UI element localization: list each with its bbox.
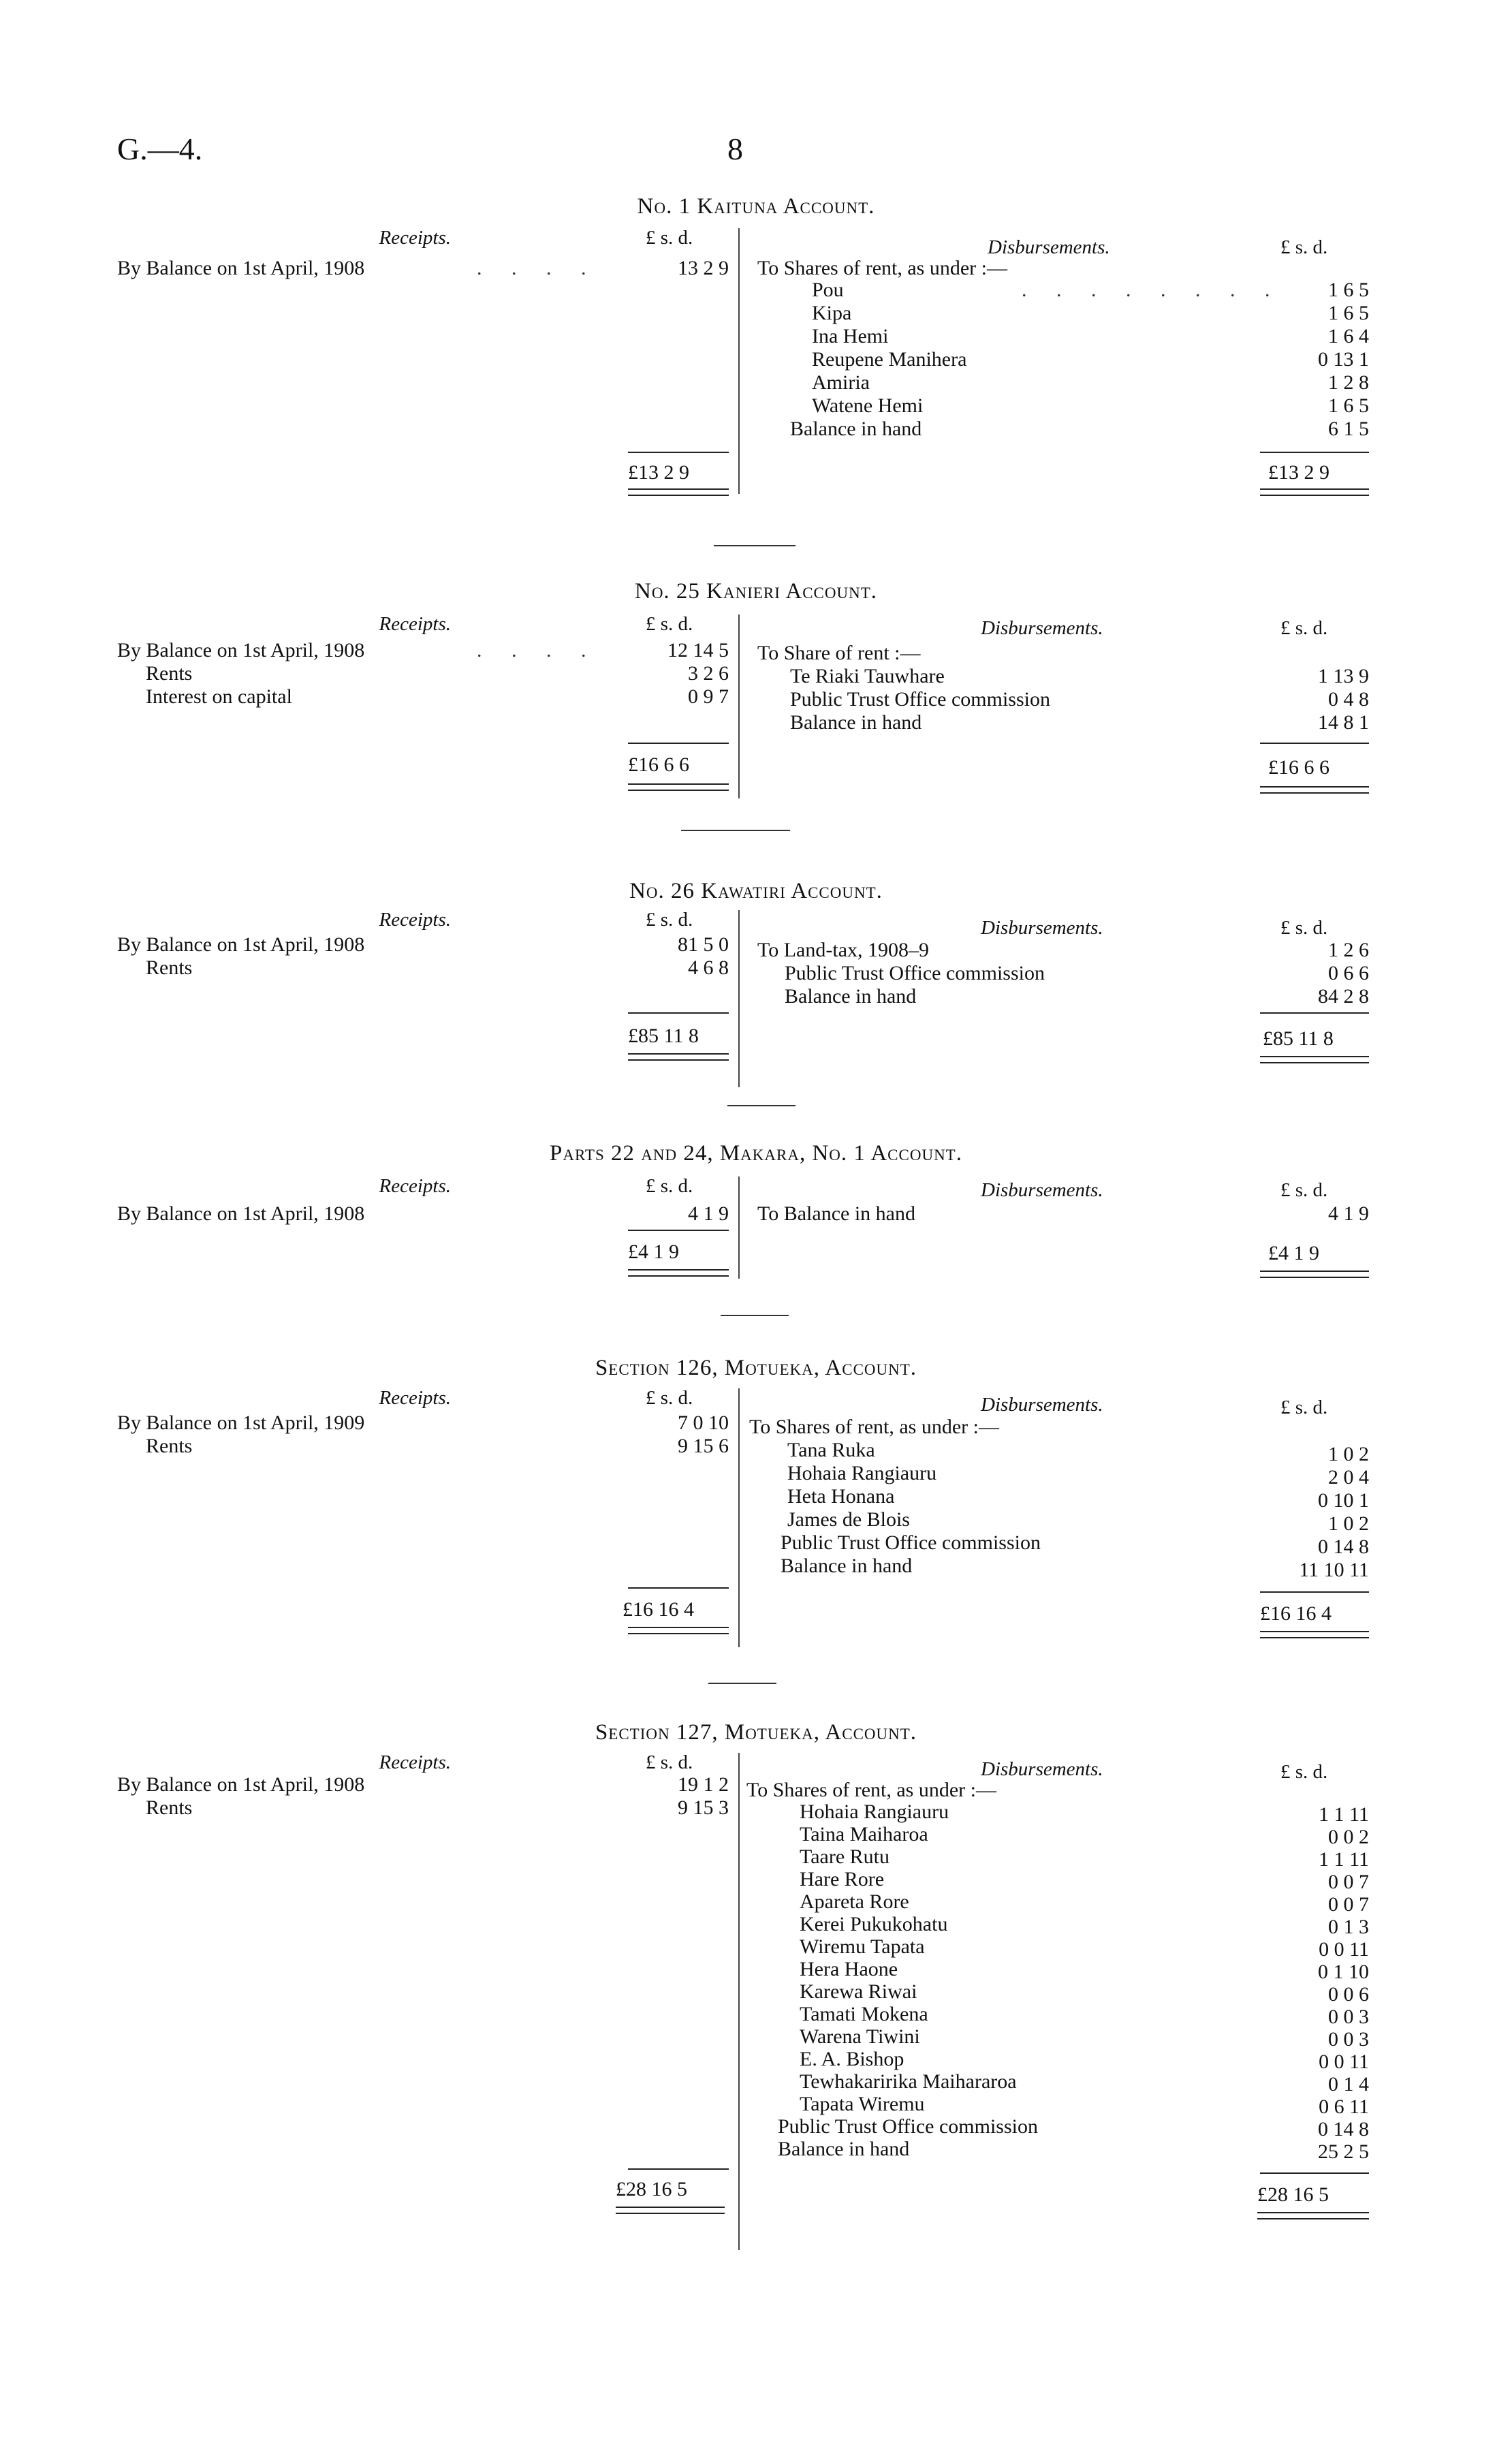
total-disbursements: £28 16 5 — [1257, 2183, 1329, 2206]
disbursement-item: Kipa — [812, 302, 852, 324]
currency-columns-left: £ s. d. — [646, 909, 693, 931]
currency-columns-right: £ s. d. — [1280, 1179, 1328, 1201]
disbursement-item: To Share of rent :— — [757, 642, 921, 664]
total-rule — [628, 783, 729, 791]
total-receipts: £13 2 9 — [628, 461, 689, 484]
disbursement-amount: 25 2 5 — [1318, 2140, 1369, 2163]
disbursements-label: Disbursements. — [981, 617, 1103, 639]
subtotal-rule — [1260, 1012, 1369, 1014]
disbursement-item: Taare Rutu — [800, 1845, 890, 1868]
disbursement-item: Balance in hand — [790, 711, 922, 734]
disbursement-item: Public Trust Office commission — [790, 688, 1050, 711]
disbursement-item: Hera Haone — [800, 1958, 898, 1980]
total-receipts: £28 16 5 — [616, 2178, 687, 2200]
disbursement-item: Warena Tiwini — [800, 2025, 920, 2048]
disbursement-amount: 14 8 1 — [1318, 711, 1369, 734]
total-receipts: £85 11 8 — [628, 1025, 699, 1047]
disbursements-label: Disbursements. — [988, 236, 1110, 258]
disbursement-item: Taina Maiharoa — [800, 1823, 928, 1845]
disbursement-amount: 0 0 7 — [1328, 1871, 1369, 1893]
total-rule — [1257, 2212, 1369, 2219]
disbursement-item: Balance in hand — [781, 1555, 913, 1577]
total-rule — [628, 1269, 729, 1277]
receipt-item: By Balance on 1st April, 1908 — [117, 639, 365, 661]
disbursement-amount: 11 10 11 — [1299, 1559, 1369, 1581]
receipts-label: Receipts. — [379, 1387, 451, 1409]
total-rule — [1260, 1271, 1369, 1278]
receipts-label: Receipts. — [379, 1175, 451, 1197]
receipt-amount: 81 5 0 — [678, 933, 729, 956]
account-title: No. 25 Kanieri Account. — [634, 579, 878, 604]
disbursement-item: Watene Hemi — [812, 394, 924, 417]
total-rule — [1260, 1631, 1369, 1638]
document-reference: G.—4. — [117, 131, 203, 166]
total-rule — [628, 488, 729, 496]
total-rule — [616, 2207, 725, 2214]
disbursement-amount: 0 0 2 — [1328, 1826, 1369, 1848]
section-separator — [727, 1105, 796, 1106]
currency-columns-left: £ s. d. — [646, 1387, 693, 1409]
disbursement-item: To Shares of rent, as under :— — [746, 1779, 996, 1801]
disbursement-amount: 0 6 11 — [1319, 2095, 1369, 2118]
account-kanieri — [0, 579, 1512, 804]
receipt-amount: 19 1 2 — [678, 1773, 729, 1796]
disbursement-amount: 1 13 9 — [1318, 665, 1369, 687]
disbursement-amount: 0 1 3 — [1328, 1916, 1369, 1938]
disbursement-amount: 2 0 4 — [1328, 1466, 1369, 1489]
column-divider — [738, 1753, 740, 2250]
disbursement-item: Balance in hand — [785, 985, 917, 1008]
receipts-label: Receipts. — [379, 909, 451, 931]
section-separator — [714, 545, 796, 546]
receipt-amount: 4 6 8 — [688, 956, 729, 979]
receipt-amount: 3 2 6 — [688, 662, 729, 685]
total-receipts: £16 16 4 — [623, 1598, 694, 1621]
disbursements-label: Disbursements. — [981, 1394, 1103, 1416]
disbursement-item: Tana Ruka — [787, 1439, 875, 1461]
disbursement-item: James de Blois — [787, 1508, 910, 1531]
disbursement-item: Ina Hemi — [812, 325, 889, 347]
section-separator — [681, 830, 790, 831]
disbursement-item: Public Trust Office commission — [778, 2115, 1038, 2138]
receipt-amount: 9 15 6 — [678, 1435, 729, 1457]
disbursement-item: Hare Rore — [800, 1868, 885, 1890]
disbursement-amount: 1 2 8 — [1328, 371, 1369, 394]
receipt-item: Interest on capital — [146, 685, 292, 708]
disbursement-item: Te Riaki Tauwhare — [790, 665, 945, 687]
account-title: Parts 22 and 24, Makara, No. 1 Account. — [550, 1141, 962, 1166]
disbursements-label: Disbursements. — [981, 1758, 1103, 1780]
disbursement-amount: 1 1 11 — [1319, 1803, 1369, 1826]
subtotal-rule — [1260, 2172, 1369, 2174]
receipt-item: Rents — [146, 1796, 193, 1819]
disbursement-item: Hohaia Rangiauru — [787, 1462, 937, 1484]
disbursement-amount: 1 1 11 — [1319, 1848, 1369, 1871]
disbursement-amount: 6 1 5 — [1328, 418, 1369, 440]
disbursement-item: To Shares of rent, as under :— — [749, 1416, 999, 1438]
subtotal-rule — [628, 1230, 729, 1231]
disbursement-amount: 1 0 2 — [1328, 1443, 1369, 1465]
disbursement-item: Public Trust Office commission — [781, 1531, 1041, 1554]
disbursement-amount: 1 6 4 — [1328, 325, 1369, 347]
subtotal-rule — [628, 1012, 729, 1014]
total-rule — [628, 1627, 729, 1634]
receipt-amount: 12 14 5 — [667, 639, 729, 661]
total-disbursements: £13 2 9 — [1268, 461, 1329, 484]
total-disbursements: £85 11 8 — [1263, 1027, 1334, 1050]
total-disbursements: £16 6 6 — [1268, 756, 1329, 779]
receipt-amount: 7 0 10 — [678, 1412, 729, 1434]
subtotal-rule — [628, 452, 729, 453]
disbursement-amount: 0 0 11 — [1319, 2051, 1369, 2073]
disbursement-amount: 0 14 8 — [1318, 2118, 1369, 2140]
disbursement-amount: 1 6 5 — [1328, 279, 1369, 301]
subtotal-rule — [628, 743, 729, 744]
disbursement-amount: 84 2 8 — [1318, 985, 1369, 1008]
leader-dots: . . . . — [477, 257, 599, 279]
disbursement-amount: 0 4 8 — [1328, 688, 1369, 711]
disbursement-item: E. A. Bishop — [800, 2048, 904, 2070]
receipt-item: By Balance on 1st April, 1908 — [117, 1202, 365, 1225]
disbursement-item: Wiremu Tapata — [800, 1935, 925, 1958]
receipt-amount: 0 9 7 — [688, 685, 729, 708]
total-disbursements: £4 1 9 — [1268, 1242, 1319, 1264]
subtotal-rule — [1260, 1591, 1369, 1593]
disbursement-item: Balance in hand — [778, 2138, 910, 2160]
section-separator — [721, 1315, 789, 1316]
total-rule — [1260, 1056, 1369, 1063]
disbursement-item: To Balance in hand — [757, 1202, 915, 1225]
subtotal-rule — [628, 1587, 729, 1589]
disbursement-amount: 1 0 2 — [1328, 1512, 1369, 1535]
disbursement-item: Karewa Riwai — [800, 1980, 917, 2003]
receipt-item: Rents — [146, 956, 193, 979]
column-divider — [738, 1388, 740, 1647]
disbursement-amount: 0 6 6 — [1328, 962, 1369, 984]
disbursement-amount: 0 10 1 — [1318, 1489, 1369, 1512]
receipt-item: By Balance on 1st April, 1908 — [117, 257, 365, 279]
receipt-amount: 9 15 3 — [678, 1796, 729, 1819]
account-section-126-motueka — [0, 1356, 1512, 1649]
account-title: Section 126, Motueka, Account. — [595, 1356, 917, 1380]
disbursement-amount: 0 13 1 — [1318, 348, 1369, 371]
receipt-amount: 4 1 9 — [688, 1202, 729, 1225]
currency-columns-left: £ s. d. — [646, 613, 693, 635]
receipts-label: Receipts. — [379, 613, 451, 635]
currency-columns-right: £ s. d. — [1280, 1397, 1328, 1418]
receipts-label: Receipts. — [379, 1751, 451, 1773]
account-makara — [0, 1141, 1512, 1298]
total-rule — [628, 1053, 729, 1061]
account-kaituna — [0, 194, 1512, 494]
column-divider — [738, 910, 740, 1087]
disbursement-amount: 1 6 5 — [1328, 302, 1369, 324]
total-rule — [1260, 488, 1369, 496]
disbursement-item: Public Trust Office commission — [785, 962, 1045, 984]
column-divider — [738, 614, 740, 798]
disbursements-label: Disbursements. — [981, 917, 1103, 939]
leader-dots: . . . . . . . . — [1022, 279, 1282, 301]
disbursement-item: Hohaia Rangiauru — [800, 1801, 949, 1823]
total-receipts: £16 6 6 — [628, 753, 689, 776]
disbursement-amount: 0 0 6 — [1328, 1983, 1369, 2006]
column-divider — [738, 228, 740, 494]
disbursement-amount: 0 14 8 — [1318, 1536, 1369, 1558]
disbursement-amount: 1 6 5 — [1328, 394, 1369, 417]
receipt-item: Rents — [146, 662, 193, 685]
disbursement-item: Kerei Pukukohatu — [800, 1913, 948, 1935]
receipt-item: By Balance on 1st April, 1908 — [117, 933, 365, 956]
account-title: No. 1 Kaituna Account. — [637, 194, 875, 219]
currency-columns-left: £ s. d. — [646, 1751, 693, 1773]
disbursement-item: To Land-tax, 1908–9 — [757, 939, 930, 961]
account-title: No. 26 Kawatiri Account. — [629, 879, 883, 903]
currency-columns-right: £ s. d. — [1280, 236, 1328, 258]
total-disbursements: £16 16 4 — [1260, 1602, 1332, 1625]
receipt-amount: 13 2 9 — [678, 257, 729, 279]
subtotal-rule — [628, 2168, 729, 2170]
currency-columns-left: £ s. d. — [646, 227, 693, 249]
disbursement-item: Balance in hand — [790, 418, 922, 440]
disbursement-item: Tewhakaririka Maihararoa — [800, 2070, 1017, 2093]
disbursements-label: Disbursements. — [981, 1179, 1103, 1201]
disbursement-item: To Shares of rent, as under :— — [757, 257, 1007, 279]
currency-columns-right: £ s. d. — [1280, 617, 1328, 639]
column-divider — [738, 1177, 740, 1279]
account-kawatiri — [0, 879, 1512, 1083]
disbursement-item: Heta Honana — [787, 1485, 895, 1508]
disbursement-item: Reupene Manihera — [812, 348, 967, 371]
disbursement-amount: 0 1 4 — [1328, 2073, 1369, 2095]
total-rule — [1260, 786, 1369, 794]
disbursement-amount: 0 0 3 — [1328, 2006, 1369, 2028]
account-title: Section 127, Motueka, Account. — [595, 1720, 917, 1745]
page-number: 8 — [727, 131, 743, 166]
disbursement-amount: 0 0 3 — [1328, 2028, 1369, 2051]
section-separator — [708, 1683, 776, 1684]
currency-columns-right: £ s. d. — [1280, 1761, 1328, 1783]
disbursement-amount: 0 1 10 — [1318, 1961, 1369, 1983]
disbursement-item: Tapata Wiremu — [800, 2093, 925, 2115]
disbursement-item: Tamati Mokena — [800, 2003, 928, 2025]
account-section-127-motueka — [0, 1720, 1512, 2251]
leader-dots: . . . . — [477, 639, 599, 661]
receipts-label: Receipts. — [379, 227, 451, 249]
receipt-item: Rents — [146, 1435, 193, 1457]
disbursement-amount: 4 1 9 — [1328, 1202, 1369, 1225]
subtotal-rule — [1260, 743, 1369, 744]
disbursement-item: Apareta Rore — [800, 1890, 909, 1913]
receipt-item: By Balance on 1st April, 1908 — [117, 1773, 365, 1796]
total-receipts: £4 1 9 — [628, 1241, 679, 1263]
disbursement-item: Pou — [812, 279, 844, 301]
disbursement-amount: 0 0 7 — [1328, 1893, 1369, 1916]
currency-columns-right: £ s. d. — [1280, 917, 1328, 939]
receipt-item: By Balance on 1st April, 1909 — [117, 1412, 365, 1434]
subtotal-rule — [1260, 452, 1369, 453]
disbursement-amount: 1 2 6 — [1328, 939, 1369, 961]
currency-columns-left: £ s. d. — [646, 1175, 693, 1197]
disbursement-item: Amiria — [812, 371, 870, 394]
disbursement-amount: 0 0 11 — [1319, 1938, 1369, 1961]
